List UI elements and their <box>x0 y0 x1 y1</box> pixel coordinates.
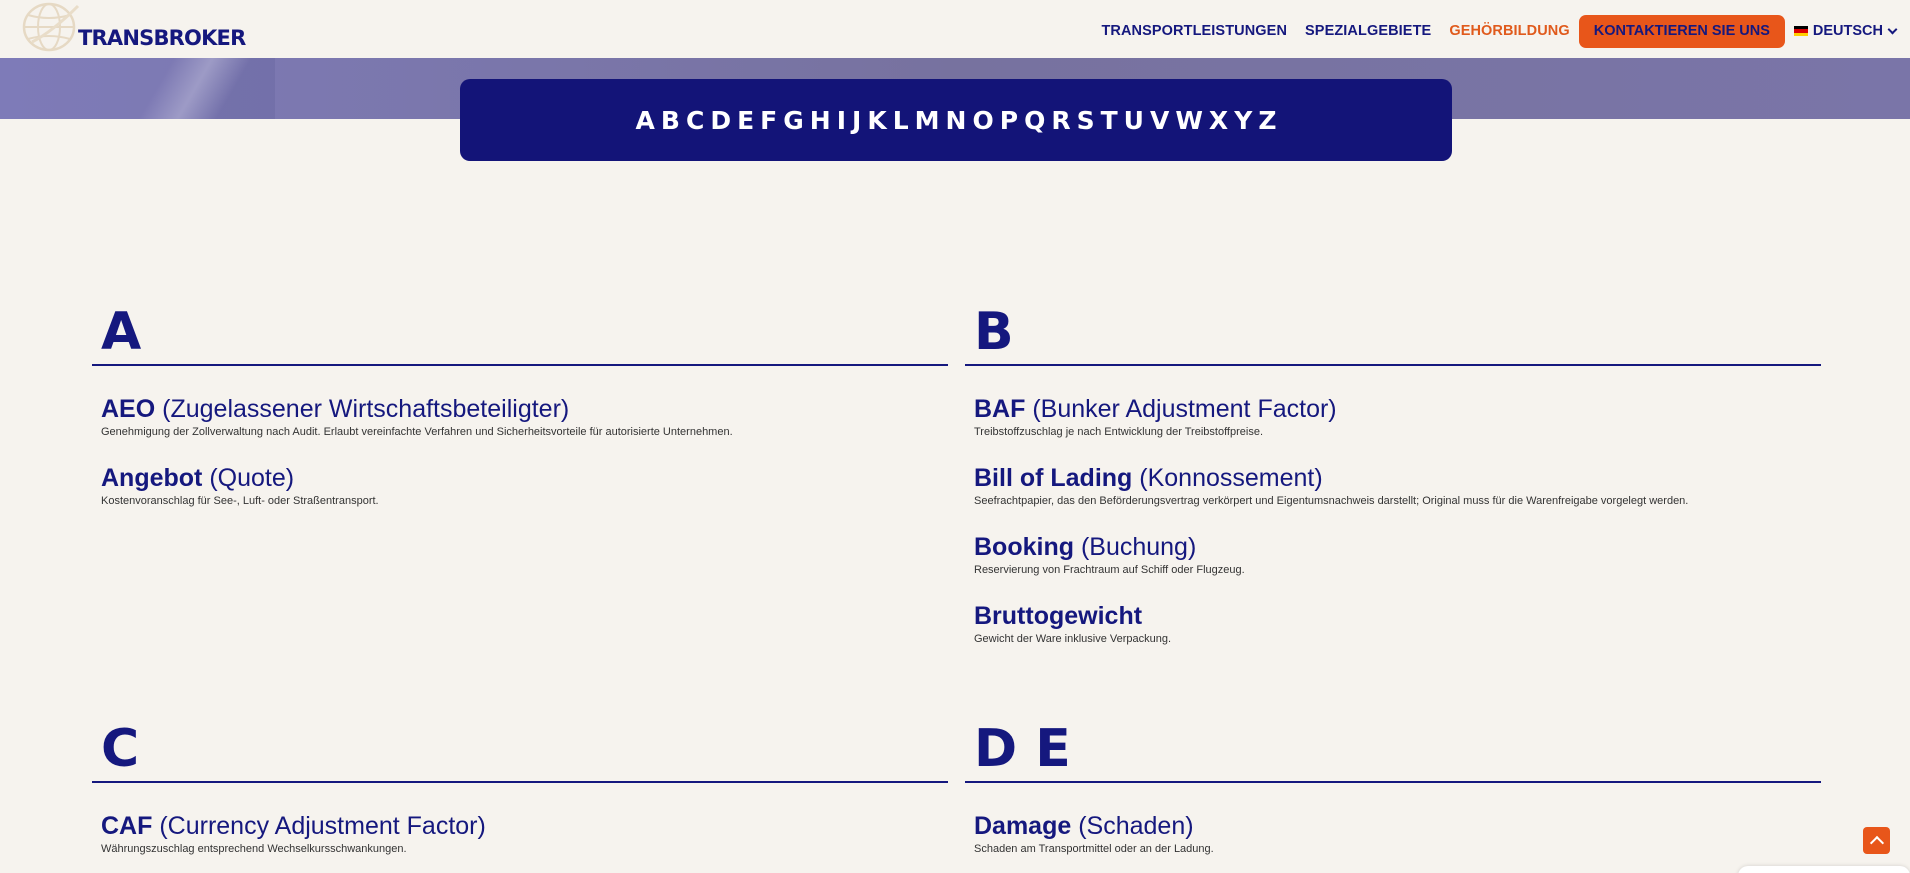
entry-description: Gewicht der Ware inklusive Verpackung. <box>974 633 1172 645</box>
entry-list <box>101 394 948 508</box>
glossary-entry <box>974 394 1821 439</box>
alphabet-letter-u[interactable]: U <box>1123 105 1144 135</box>
entry-description: Kostenvoranschlag für See-, Luft- oder Straßentransport. <box>101 495 379 507</box>
alphabet-letter-t[interactable]: T <box>1100 105 1118 135</box>
nav-transportleistungen[interactable]: TRANSPORTLEISTUNGEN <box>1101 23 1288 39</box>
entry-list <box>101 811 948 856</box>
alphabet-letter-z[interactable]: Z <box>1258 105 1277 135</box>
alphabet-letter-a[interactable]: A <box>635 105 655 135</box>
section-heading: A <box>101 302 142 362</box>
entry-description: Schaden am Transportmittel oder an der Ladung. <box>974 843 1214 855</box>
entry-translation: (Quote) <box>202 464 295 492</box>
alphabet-letter-r[interactable]: R <box>1051 105 1071 135</box>
entry-title <box>974 601 1821 631</box>
alphabet-letter-g[interactable]: G <box>783 105 804 135</box>
alphabet-letter-i[interactable]: I <box>836 105 847 135</box>
entry-description: Währungszuschlag entsprechend Wechselkursschwankungen. <box>101 843 407 855</box>
alphabet-letter-k[interactable]: K <box>867 105 887 135</box>
entry-term: Bill of Lading <box>974 464 1133 492</box>
entry-title <box>974 811 1821 841</box>
glossary-entry <box>101 394 948 439</box>
entry-title <box>101 394 948 424</box>
nav-spezialgebiete[interactable]: SPEZIALGEBIETE <box>1305 23 1432 39</box>
alphabet-letter-w[interactable]: W <box>1175 105 1203 135</box>
alphabet-letter-j[interactable]: J <box>852 105 862 135</box>
german-flag-icon <box>1794 26 1808 36</box>
entry-term: CAF <box>101 812 153 840</box>
alphabet-letter-m[interactable]: M <box>914 105 940 135</box>
section-a <box>92 304 948 532</box>
language-label: DEUTSCH <box>1812 23 1883 39</box>
section-divider <box>965 781 1821 783</box>
entry-list <box>974 394 1821 646</box>
glossary-entry <box>974 532 1821 577</box>
entry-list <box>974 811 1821 856</box>
alphabet-letter-p[interactable]: P <box>999 105 1019 135</box>
entry-translation: (Bunker Adjustment Factor) <box>1025 395 1337 423</box>
entry-translation: (Buchung) <box>1074 533 1197 561</box>
transbroker-logo[interactable] <box>22 2 262 56</box>
alphabet-letter-f[interactable]: F <box>760 105 778 135</box>
section-divider <box>92 364 948 366</box>
entry-term: Damage <box>974 812 1072 840</box>
entry-translation: (Schaden) <box>1071 812 1194 840</box>
section-divider <box>965 364 1821 366</box>
scroll-to-top-button[interactable] <box>1863 827 1890 854</box>
entry-title <box>101 463 948 493</box>
entry-term: Booking <box>974 533 1074 561</box>
language-selector[interactable] <box>1794 23 1896 39</box>
alphabet-letter-e[interactable]: E <box>737 105 755 135</box>
section-b <box>965 304 1821 670</box>
alphabet-letter-b[interactable]: B <box>660 105 680 135</box>
entry-description: Treibstoffzuschlag je nach Entwicklung der Treibstoffpreise. <box>974 426 1264 438</box>
main-nav <box>1083 14 1896 48</box>
chevron-down-icon <box>1888 24 1898 34</box>
glossary-entry <box>101 463 948 508</box>
alphabet-letter-q[interactable]: Q <box>1024 105 1046 135</box>
contact-button[interactable]: KONTAKTIEREN SIE UNS <box>1579 15 1785 48</box>
chat-widget-tab[interactable] <box>1738 866 1910 873</box>
glossary-entry <box>974 463 1821 508</box>
entry-description: Genehmigung der Zollverwaltung nach Audit. Erlaubt vereinfachte Verfahren und Sicherheitsvorteile für autorisierte Unternehmen. <box>101 426 733 438</box>
alphabet-letter-d[interactable]: D <box>710 105 732 135</box>
banner-decoration <box>115 58 275 119</box>
alphabet-navigation <box>460 79 1452 161</box>
entry-term: AEO <box>101 395 156 423</box>
entry-term: Bruttogewicht <box>974 602 1143 630</box>
alphabet-letter-s[interactable]: S <box>1076 105 1095 135</box>
alphabet-letter-n[interactable]: N <box>945 105 967 135</box>
entry-title <box>974 463 1821 493</box>
alphabet-letter-v[interactable]: V <box>1149 105 1170 135</box>
alphabet-letter-x[interactable]: X <box>1208 105 1229 135</box>
entry-translation: (Currency Adjustment Factor) <box>152 812 486 840</box>
entry-description: Reservierung von Frachtraum auf Schiff oder Flugzeug. <box>974 564 1245 576</box>
entry-description: Seefrachtpapier, das den Beförderungsvertrag verkörpert und Eigentumsnachweis darstellt; Original muss für die Warenfreigabe vorgelegt werden. <box>974 495 1689 507</box>
entry-translation: (Zugelassener Wirtschaftsbeteiligter) <box>155 395 570 423</box>
glossary-entry <box>974 811 1821 856</box>
section-heading: B <box>974 302 1014 362</box>
glossary-entry <box>101 811 948 856</box>
section-d-e <box>965 721 1821 873</box>
section-divider <box>92 781 948 783</box>
alphabet-letter-h[interactable]: H <box>809 105 831 135</box>
alphabet-letter-y[interactable]: Y <box>1234 105 1253 135</box>
section-heading: C <box>101 719 140 779</box>
entry-title <box>974 532 1821 562</box>
alphabet-letter-c[interactable]: C <box>685 105 705 135</box>
alphabet-letter-o[interactable]: O <box>972 105 994 135</box>
alphabet-letter-l[interactable]: L <box>892 105 909 135</box>
section-heading: D E <box>974 719 1071 779</box>
section-c <box>92 721 948 873</box>
entry-term: Angebot <box>101 464 203 492</box>
nav-gehoerbildung[interactable]: GEHÖRBILDUNG <box>1449 23 1570 39</box>
globe-icon <box>22 2 80 52</box>
glossary-entry <box>974 601 1821 646</box>
logo-text: TRANSBROKER <box>78 26 246 50</box>
entry-term: BAF <box>974 395 1026 423</box>
site-header <box>0 0 1910 58</box>
entry-translation: (Konnossement) <box>1132 464 1323 492</box>
entry-title <box>101 811 948 841</box>
entry-title <box>974 394 1821 424</box>
